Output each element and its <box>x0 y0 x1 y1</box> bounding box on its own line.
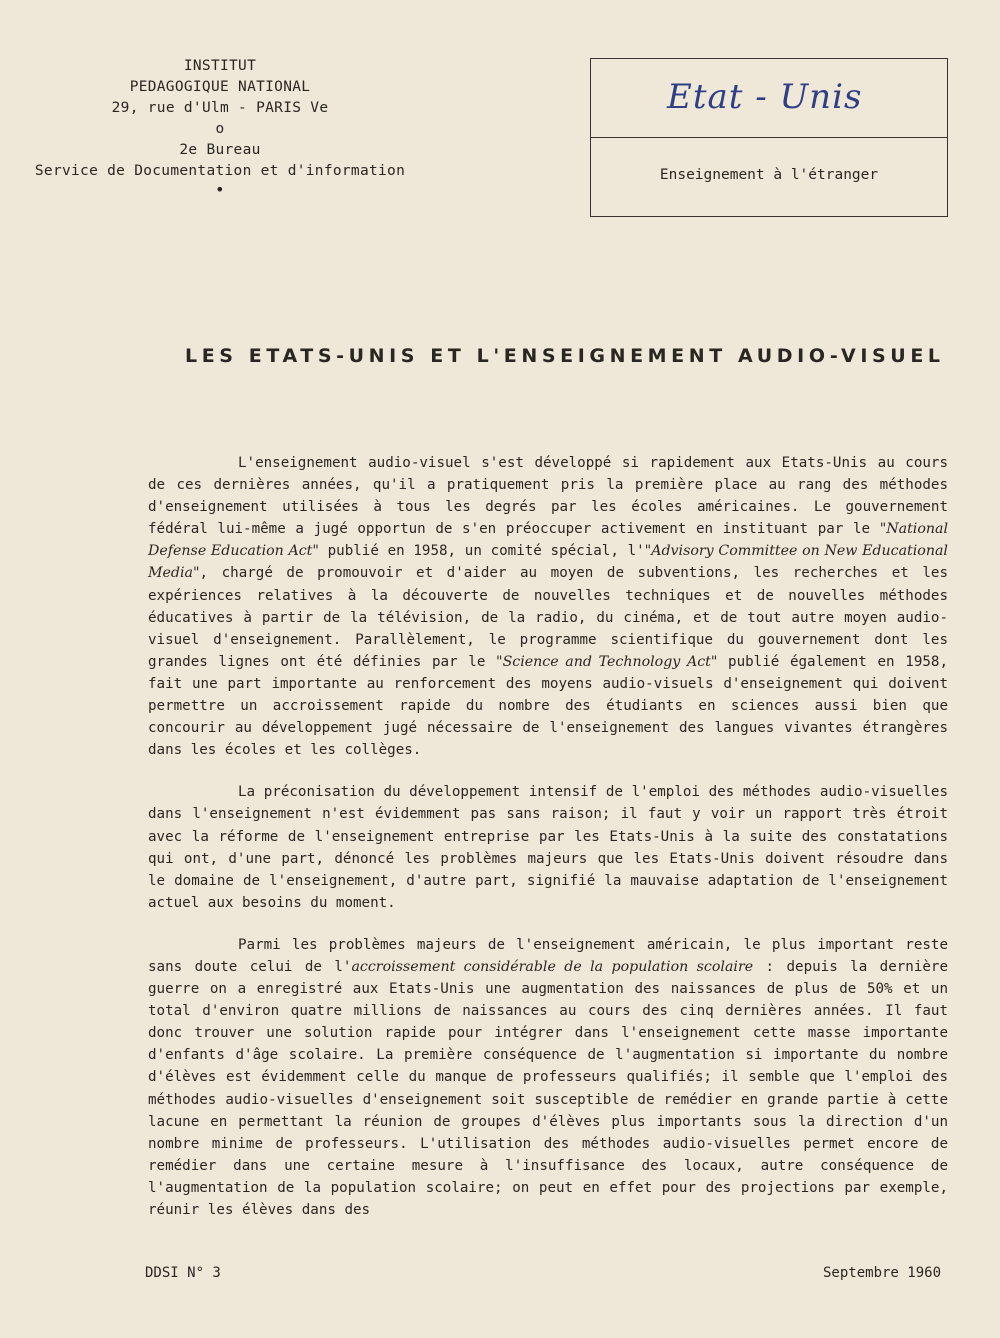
paragraph-3 <box>148 934 948 1221</box>
category-label: Enseignement à l'étranger <box>659 167 879 183</box>
paragraph-1 <box>148 452 948 761</box>
classification-box <box>590 58 948 217</box>
p1-text-c: publié en 1958, un comité spécial, l' <box>318 543 645 560</box>
p1-text-g: publié également en 1958, fait une part importante au renforcement des moyens audio-visuels d'enseignement qui doivent permettre un accroissement rapide du nombre des étudiants en sciences aussi bien que concourir au développement jugé nécessaire de l'enseignement des langues vivantes étrangères dans les écoles et les collèges. <box>148 653 948 759</box>
p1-text-a: L'enseignement audio-visuel s'est développé si rapidement aux Etats-Unis au cours de ces dernières années, qu'il a pratiquement pris la première place au rang des méthodes d'enseignement utilisées à tous les degrés par les écoles américaines. Le gouvernement fédéral lui-même a jugé opportun de s'en préoccuper activement en instituant par le <box>148 455 948 538</box>
pedagogique-line: PEDAGOGIQUE NATIONAL <box>129 79 311 95</box>
institut-line: INSTITUT <box>183 58 257 74</box>
document-date: Septembre 1960 <box>823 1265 942 1281</box>
document-number: DDSI N° 3 <box>145 1265 221 1281</box>
address-line: 29, rue d'Ulm - PARIS Ve <box>111 100 329 116</box>
p1-science-act-title: "Science and Technology Act" <box>496 653 718 670</box>
handwritten-annotation: Etat - Unis <box>667 77 863 117</box>
p1-act-title: "National Defense Education Act" <box>148 521 948 560</box>
p3-text-c: : depuis la dernière guerre on a enregistré aux Etats-Unis une augmentation des naissances de plus de 50% et un total d'environ quatre millions de naissances au cours des cinq dernières années. Il faut donc trouver une solution rapide pour intégrer dans l'enseignement cette masse importante d'enfants d'âge scolaire. La première conséquence de l'augmentation si importante du nombre d'élèves est évidemment celle du manque de professeurs qualifiés; il semble que l'emploi des méthodes audio-visuelles d'enseignement soit susceptible de remédier en grande partie à cette lacune en permettant la réunion de groupes d'élèves plus importants sous la direction d'un nombre minime de professeurs. L'utilisation des méthodes audio-visuelles permet encore de remédier dans une certaine mesure à l'insuffisance des locaux, autre conséquence de l'augmentation de la population scolaire; on peut en effet pour des projections par exemple, réunir les élèves dans des <box>148 958 949 1218</box>
institution-header <box>20 56 420 198</box>
paragraph-2: La préconisation du développement intensif de l'emploi des méthodes audio-visuelles dans l'enseignement n'est évidemment pas sans raison; il faut y voir un rapport très étroit avec la réforme de l'enseignement entreprise par les Etats-Unis à la suite des constatations qui ont, d'une part, dénoncé les problèmes majeurs que les Etats-Unis doivent résoudre dans le domaine de l'enseignement, d'autre part, signifié la mauvaise adaptation de l'enseignement actuel aux besoins du moment. <box>148 784 948 911</box>
box-divider <box>591 137 947 138</box>
p3-emphasis: accroissement considérable de la population scolaire <box>351 958 754 975</box>
bullet-mark: • <box>215 180 225 199</box>
p1-committee-title: "Advisory Committee on New Educational Media" <box>148 543 948 582</box>
p3-text-a: Parmi les problèmes majeurs de l'enseignement américain, le plus important reste sans doute celui de l' <box>148 936 948 975</box>
o-line: o <box>215 121 225 137</box>
p1-text-e: , chargé de promouvoir et d'aider au moyen de subventions, les recherches et les expériences relatives à la découverte de nouvelles techniques et de nouvelles méthodes éducatives à partir de la télévision, de la radio, du cinéma, et de tout autre moyen audio-visuel d'enseignement. Parallèlement, le programme scientifique du gouvernement dont les grandes lignes ont été définies par le <box>148 565 948 670</box>
service-line: Service de Documentation et d'information <box>34 163 406 179</box>
page-title: LES ETATS-UNIS ET L'ENSEIGNEMENT AUDIO-VISUEL <box>185 345 945 367</box>
bureau-line: 2e Bureau <box>179 142 261 158</box>
body-text <box>148 452 948 1241</box>
